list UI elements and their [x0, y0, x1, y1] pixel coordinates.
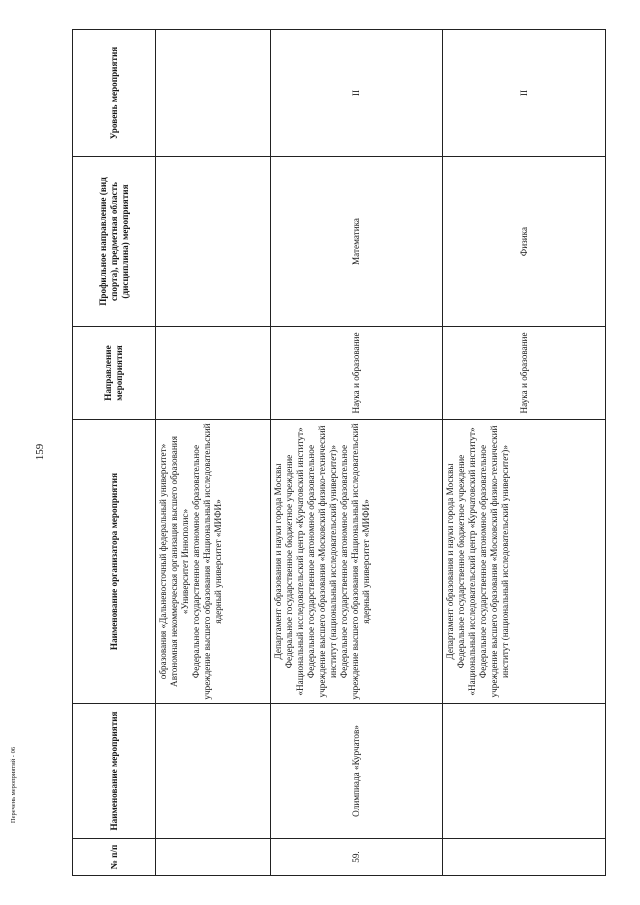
cell-organizers: [156, 420, 271, 704]
events-table-container: [72, 30, 604, 876]
cell-profile: Математика: [271, 157, 443, 327]
cell-name: Олимпиада «Курчатов»: [271, 704, 443, 839]
organizer-line: образования «Дальневосточный федеральный университет»: [158, 443, 168, 680]
organizer-line: Федеральное государственное автономное образовательное учреждение высшего образования «Национальный исследовательский ядерный университет «МИФИ»: [339, 423, 371, 700]
header-num: № п/п: [73, 839, 156, 876]
table-header-row: [73, 30, 156, 876]
cell-num: 59.: [271, 839, 443, 876]
organizer-line: Департамент образования и науки города Москвы: [273, 463, 283, 660]
cell-profile: [156, 157, 271, 327]
cell-organizers: [443, 420, 606, 704]
cell-name: [443, 704, 606, 839]
cell-direction: Наука и образование: [443, 327, 606, 420]
page-number: 159: [34, 443, 46, 461]
header-name: Наименование мероприятия: [73, 704, 156, 839]
organizer-line: Федеральное государственное автономное образовательное учреждение высшего образования «Московский физико-технический институт (национальный исследовательский университет)»: [306, 425, 338, 698]
organizer-line: Автономная некоммерческая организация высшего образования «Университет Иннополис»: [169, 436, 190, 687]
cell-profile: Физика: [443, 157, 606, 327]
organizer-line: Федеральное государственное автономное образовательное учреждение высшего образования «Московский физико-технический институт (национальный исследовательский университет)»: [478, 425, 510, 698]
document-sheet: [72, 30, 604, 876]
cell-name: [156, 704, 271, 839]
cell-num: [443, 839, 606, 876]
header-organizers: Наименование организатора мероприятия: [73, 420, 156, 704]
cell-direction: Наука и образование: [271, 327, 443, 420]
cell-level: II: [443, 30, 606, 157]
cell-organizers: [271, 420, 443, 704]
table-row: [156, 30, 271, 876]
header-level: Уровень мероприятия: [73, 30, 156, 157]
cell-num: [156, 839, 271, 876]
header-profile: Профильное направление (вид спорта), предметная область (дисциплина) мероприятия: [73, 157, 156, 327]
organizer-line: Федеральное государственное бюджетное учреждение «Национальный исследовательский центр «Курчатовский институт»: [284, 427, 305, 696]
cell-direction: [156, 327, 271, 420]
header-direction: Направление мероприятия: [73, 327, 156, 420]
cell-level: [156, 30, 271, 157]
table-row: [271, 30, 443, 876]
cell-level: II: [271, 30, 443, 157]
organizer-line: Федеральное государственное автономное образовательное учреждение высшего образования «Национальный исследовательский ядерный университет «МИФИ»: [191, 423, 223, 700]
organizer-line: Федеральное государственное бюджетное учреждение «Национальный исследовательский центр «Курчатовский институт»: [456, 427, 477, 696]
table-row: [443, 30, 606, 876]
footer-note: Перечень мероприятий - 06: [10, 746, 17, 824]
organizer-line: Департамент образования и науки города Москвы: [445, 463, 455, 660]
events-table: [72, 29, 606, 876]
